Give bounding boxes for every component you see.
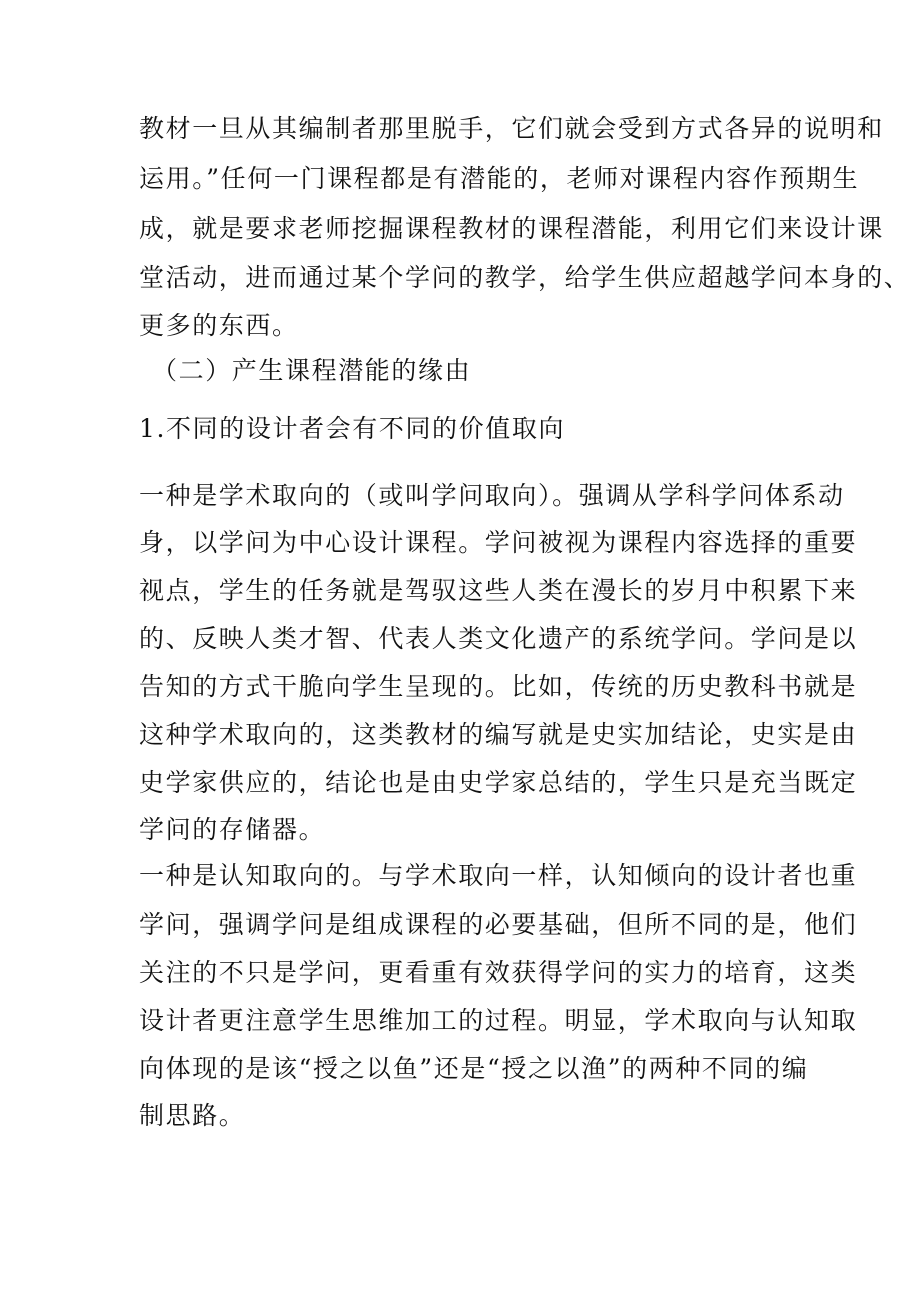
text-line: 教材一旦从其编制者那里脱手，它们就会受到方式各异的说明和 [139,114,884,143]
text-line: 运用。”任何一门课程都是有潜能的，老师对课程内容作预期生 [139,164,860,193]
text-line: 学问的存储器。 [139,815,326,844]
subheading: 1.不同的设计者会有不同的价值取向 [139,414,566,443]
text-line: 一种是认知取向的。与学术取向一样，认知倾向的设计者也重 [139,861,858,890]
text-line: 制思路。 [139,1101,246,1130]
text-line: 视点，学生的任务就是驾驭这些人类在漫长的岁月中积累下来 [139,576,858,605]
text-line: 关注的不只是学问，更看重有效获得学问的实力的培育，这类 [139,958,858,987]
text-line: 史学家供应的，结论也是由史学家总结的，学生只是充当既定 [139,768,858,797]
text-line: 学问，强调学问是组成课程的必要基础，但所不同的是，他们 [139,910,858,939]
text-line: 这种学术取向的，这类教材的编写就是史实加结论，史实是由 [139,720,858,749]
text-line: 告知的方式干脆向学生呈现的。比如，传统的历史教科书就是 [139,672,858,701]
text-line: 身，以学问为中心设计课程。学问被视为课程内容选择的重要 [139,528,858,557]
section-heading: （二）产生课程潜能的缘由 [152,356,472,385]
text-line: 的、反映人类才智、代表人类文化遗产的系统学问。学问是以 [139,624,858,653]
text-line: 更多的东西。 [139,311,299,340]
text-line: 堂活动，进而通过某个学问的教学，给学生供应超越学问本身的、 [139,263,911,292]
text-line: 一种是学术取向的（或叫学问取向）。强调从学科学问体系动 [139,481,845,510]
text-line: 设计者更注意学生思维加工的过程。明显，学术取向与认知取 [139,1006,858,1035]
text-line: 向体现的是该“授之以鱼”还是“授之以渔”的两种不同的编 [139,1054,809,1083]
text-line: 成，就是要求老师挖掘课程教材的课程潜能，利用它们来设计课 [139,214,884,243]
